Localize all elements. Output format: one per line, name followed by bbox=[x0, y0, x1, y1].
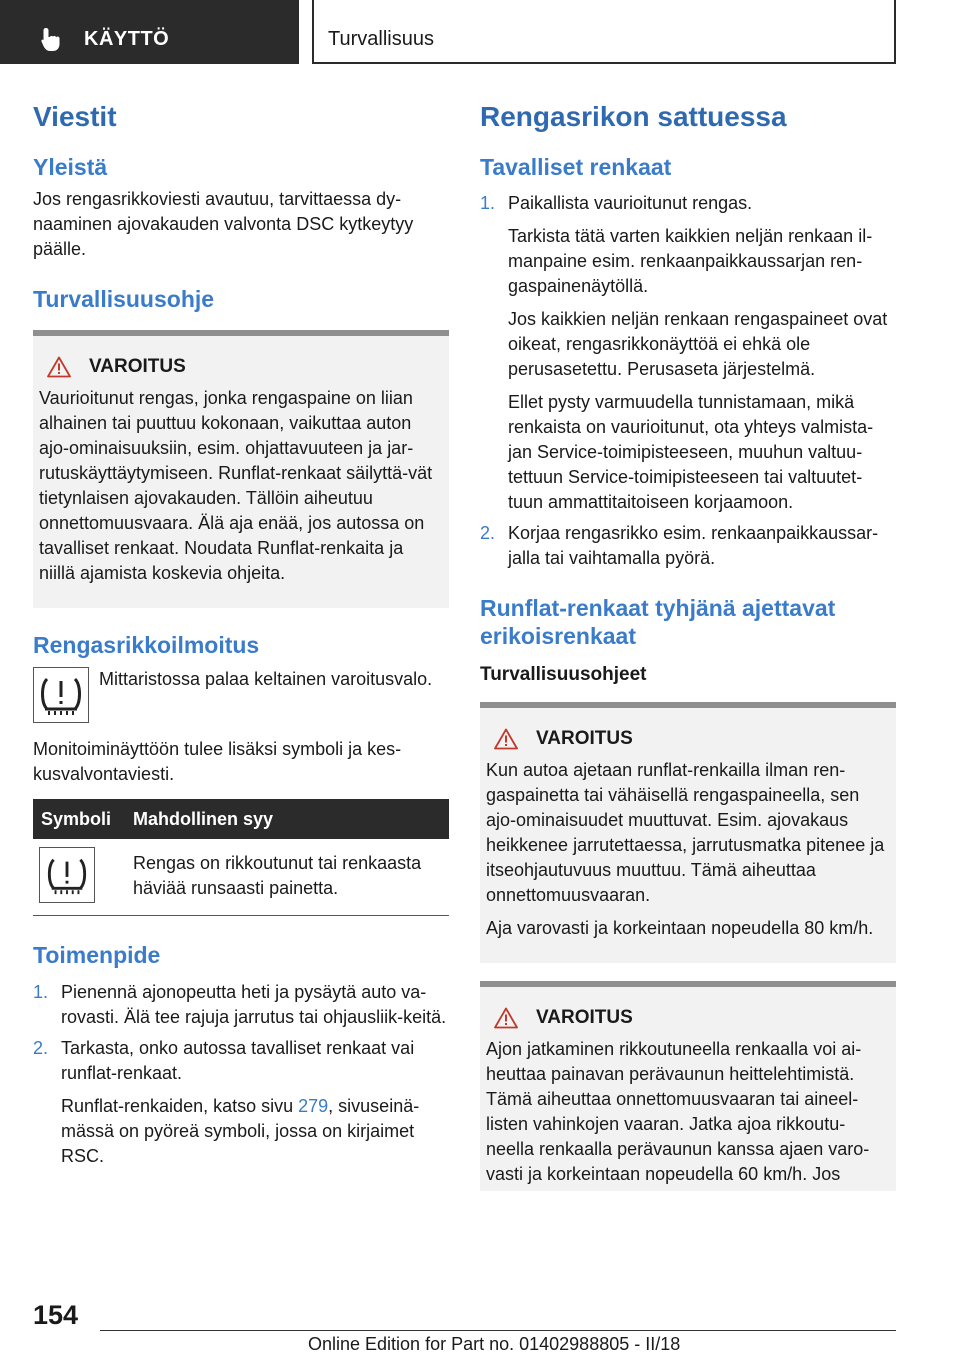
tire-pressure-symbol-icon bbox=[39, 847, 95, 903]
notice-heading: Rengasrikkoilmoitus bbox=[33, 631, 260, 658]
warning-box bbox=[33, 330, 449, 608]
page-link[interactable]: 279 bbox=[298, 1095, 329, 1116]
list-item bbox=[33, 980, 449, 1030]
warning-triangle-icon bbox=[494, 728, 518, 750]
action-heading: Toimenpide bbox=[33, 942, 161, 969]
step-number: 2. bbox=[33, 1037, 49, 1058]
right-column bbox=[480, 100, 896, 1191]
step-number: 1. bbox=[480, 193, 496, 214]
step-text: Jos kaikkien neljän renkaan rengaspaineet ovat oikeat, rengasrikkonäyttöä ei ehkä ole perusasetettu. Perusaseta järjestelmä. bbox=[508, 309, 888, 380]
left-column bbox=[33, 100, 449, 1175]
warning-text: Kun autoa ajetaan runflat-renkailla ilman ren-gaspainetta tai vähäisellä rengaspaineella, sen ajo-ominaisuudet muuttuvat. Esim. ajovakaus heikkenee jarrutettaessa, jarrutusmatka pitenee ja itseohjautuvuus muuttuu. Tämä aiheuttaa onnettomuusvaaran. bbox=[486, 760, 885, 906]
step-text: Tarkista tätä varten kaikkien neljän renkaan il-manpaine esim. renkaanpaikkaussarjan ren-gaspainenäytöllä. bbox=[508, 226, 873, 297]
general-text: Jos rengasrikkoviesti avautuu, tarvittaessa dy-naaminen ajovakauden valvonta DSC kytkeytyy päälle. bbox=[33, 189, 414, 260]
header-subsection bbox=[312, 0, 896, 64]
page-number: 154 bbox=[33, 1300, 79, 1330]
list-item bbox=[480, 521, 896, 571]
header-section-tab bbox=[0, 0, 299, 64]
subsection-title: Turvallisuus bbox=[328, 28, 434, 50]
puncture-steps bbox=[480, 191, 896, 571]
puncture-title: Rengasrikon sattuessa bbox=[480, 101, 787, 132]
footer-edition: Online Edition for Part no. 01402988805 - II/18 bbox=[308, 1334, 681, 1354]
warning-triangle-icon bbox=[47, 356, 71, 378]
table-col-symbol: Symboli bbox=[41, 808, 112, 829]
messages-title: Viestit bbox=[33, 101, 117, 132]
table-cell-cause: Rengas on rikkoutunut tai renkaasta häviää runsaasti painetta. bbox=[133, 853, 422, 899]
step-number: 1. bbox=[33, 981, 49, 1002]
step-extra-text: Runflat-renkaiden, katso sivu 279, sivuseinä-mässä on pyöreä symboli, jossa on kirjaimet RSC. bbox=[61, 1095, 420, 1166]
table-header bbox=[33, 799, 449, 839]
hand-pointer-icon bbox=[40, 26, 64, 52]
step-text: Tarkasta, onko autossa tavalliset renkaat vai runflat-renkaat. bbox=[61, 1037, 415, 1083]
warning-box bbox=[480, 981, 896, 1191]
runflat-heading: Runflat-renkaat tyhjänä ajettavat erikoisrenkaat bbox=[480, 595, 836, 649]
step-text: Paikallista vaurioitunut rengas. bbox=[508, 193, 753, 214]
display-text: Monitoiminäyttöön tulee lisäksi symboli ja kes-kusvalvontaviesti. bbox=[33, 739, 402, 785]
symbol-table bbox=[33, 799, 449, 916]
safety-subheading: Turvallisuusohjeet bbox=[480, 664, 647, 686]
safety-heading: Turvallisuusohje bbox=[33, 286, 215, 313]
table-row bbox=[33, 839, 449, 915]
warning-title: VAROITUS bbox=[536, 1007, 633, 1029]
normal-tires-heading: Tavalliset renkaat bbox=[480, 153, 672, 180]
footer-divider bbox=[100, 1330, 896, 1331]
warning-title: VAROITUS bbox=[536, 728, 633, 750]
notice-text: Mittaristossa palaa keltainen varoitusvalo. bbox=[99, 669, 433, 690]
warning-text: Aja varovasti ja korkeintaan nopeudella 80 km/h. bbox=[486, 918, 874, 939]
step-text: Korjaa rengasrikko esim. renkaanpaikkaussar-jalla tai vaihtamalla pyörä. bbox=[508, 523, 879, 569]
warning-triangle-icon bbox=[494, 1007, 518, 1029]
general-heading: Yleistä bbox=[33, 153, 108, 180]
step-text: Pienennä ajonopeutta heti ja pysäytä auto va-rovasti. Älä tee rajuja jarrutus tai ohjausliik-keitä. bbox=[61, 981, 447, 1027]
section-title: KÄYTTÖ bbox=[84, 28, 170, 50]
warning-box bbox=[480, 702, 896, 963]
list-item bbox=[480, 191, 896, 515]
table-col-cause: Mahdollinen syy bbox=[133, 808, 274, 829]
warning-title: VAROITUS bbox=[89, 355, 186, 377]
warning-text: Ajon jatkaminen rikkoutuneella renkaalla voi ai-heuttaa painavan perävaunun heittelehtimistä. Tämä aiheuttaa onnettomuusvaaran tai aineel-listen vahinkojen vaaran. Jatka ajoa rikkoutu-neella renkaalla perävaunun kanssa ajaen varo-vasti ja korkeintaan nopeudella 60 km/h. Jos bbox=[486, 1039, 870, 1185]
action-steps bbox=[33, 980, 449, 1169]
step-text: Ellet pysty varmuudella tunnistamaan, mikä renkaista on vaurioitunut, ota yhteys valmista-jan Service-toimipisteeseen, muuhun valtuu-tettuun Service-toimipisteeseen tai valtuutet-tuun ammattitaitoiseen korjaamoon. bbox=[508, 392, 874, 513]
warning-text: Vaurioitunut rengas, jonka rengaspaine on liian alhainen tai puuttuu kokonaan, vaikuttaa auton ajo-ominaisuuksiin, esim. ohjattavuuteen ja jar-rutuskäyttäytymiseen. Runflat-renkaat säilyttä-vät tietynlaisen ajovakauden. Tällöin aiheutuu onnettomuusvaara. Älä aja enää, jos autossa on tavalliset renkaat. Noudata Runflat-renkaita ja niillä ajamista koskevia ohjeita. bbox=[39, 387, 433, 583]
tire-pressure-warning-icon bbox=[33, 667, 89, 723]
step-number: 2. bbox=[480, 523, 496, 544]
list-item bbox=[33, 1036, 449, 1169]
notice-row bbox=[33, 667, 449, 723]
